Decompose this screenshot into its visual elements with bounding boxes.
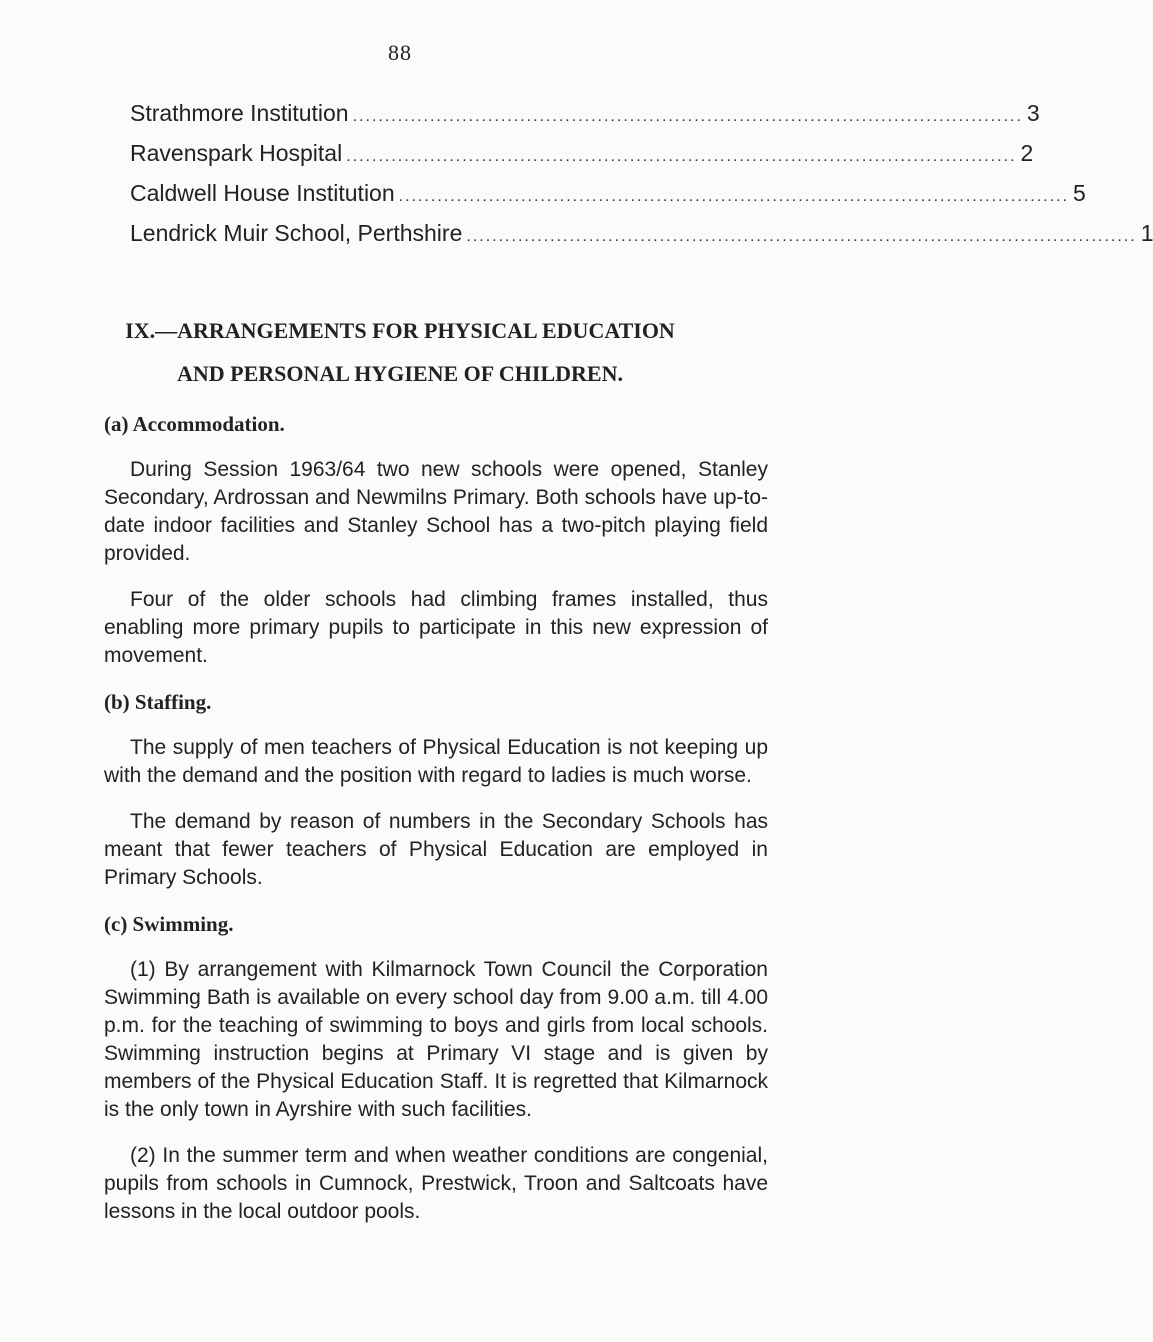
paragraph: (2) In the summer term and when weather conditions are congenial, pupils from schools in Cumnock, Prestwick, Troon and Saltcoats have lessons in the local outdoor pools. (104, 1144, 768, 1223)
paragraph: The demand by reason of numbers in the Secondary Schools has meant that fewer teachers of Physical Education are employed in Primary Schools. (104, 810, 768, 889)
leader-dots: ........................................................................................................ (398, 188, 1069, 205)
paragraph: Four of the older schools had climbing frames installed, thus enabling more primary pupils to participate in this new expression of movement. (104, 588, 768, 667)
leader-dots: ........................................................................................................ (346, 148, 1017, 165)
list-item-name: Ravenspark Hospital (130, 140, 343, 166)
section-heading (0, 309, 800, 395)
list-item-name: Lendrick Muir School, Perthshire (130, 220, 463, 246)
subheading-accommodation: (a) Accommodation. (104, 412, 285, 436)
page-number: 88 (388, 40, 412, 65)
list-item (130, 100, 1040, 140)
list-item (130, 180, 1086, 220)
list-item (130, 140, 1034, 180)
paragraph: The supply of men teachers of Physical Education is not keeping up with the demand and the position with regard to ladies is much worse. (104, 736, 768, 787)
leader-dots: ........................................................................................................ (466, 228, 1137, 245)
leader-dots: ........................................................................................................ (352, 108, 1023, 125)
paragraph: (1) By arrangement with Kilmarnock Town Council the Corporation Swimming Bath is available on every school day from 9.00 a.m. till 4.00 p.m. for the teaching of swimming to boys and girls from local schools. Swimming instruction begins at Primary VI stage and is given by members of the Physical Education Staff. It is regretted that Kilmarnock is the only town in Ayrshire with such facilities. (104, 958, 768, 1121)
list-item-count: 5 (1072, 180, 1086, 206)
subheading-staffing: (b) Staffing. (104, 690, 212, 714)
list-item-count: 1 (1140, 220, 1153, 246)
list-item-count: 2 (1020, 140, 1034, 166)
list-item (130, 220, 1153, 260)
section-heading-line-1: IX.—ARRANGEMENTS FOR PHYSICAL EDUCATION (125, 318, 675, 343)
list-item-name: Caldwell House Institution (130, 180, 395, 206)
institution-list (130, 100, 1153, 260)
paragraph: During Session 1963/64 two new schools were opened, Stanley Secondary, Ardrossan and Newmilns Primary. Both schools have up-to-date indoor facilities and Stanley School has a two-pitch playing field provided. (104, 458, 768, 565)
list-item-count: 3 (1026, 100, 1040, 126)
list-item-name: Strathmore Institution (130, 100, 349, 126)
subheading-swimming: (c) Swimming. (104, 912, 234, 936)
section-heading-line-2: AND PERSONAL HYGIENE OF CHILDREN. (177, 361, 623, 386)
body-text (104, 410, 768, 1244)
